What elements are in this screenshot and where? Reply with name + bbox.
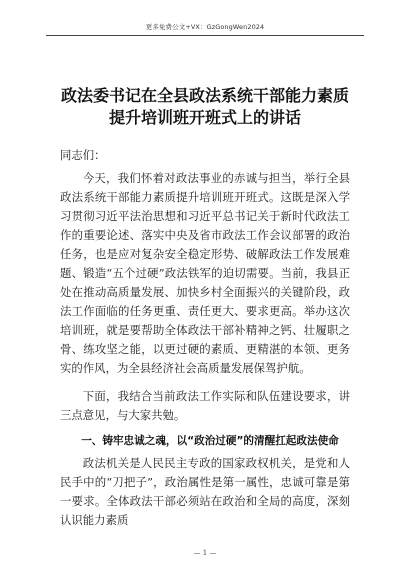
- paragraph-opening: 今天，我们怀着对政法事业的赤诚与担当，举行全县政法系统干部能力素质提升培训班开班式。这既是深入学习贯彻习近平法治思想和习近平总书记关于新时代政法工作的重要论述、落实中央及省市政法工作会议部署的政治任务，也是应对复杂安全稳定形势、破解政法工作发展难题、锻造“五个过硬”政法铁军的迫切需要。当前，我县正处在推动高质量发展、加快乡村全面振兴的关键阶段，政法工作面临的任务更重、责任更大、要求更高。举办这次培训班，就是要帮助全体政法干部补精神之钙、壮履职之骨、练攻坚之能，以更过硬的素质、更精湛的本领、更务实的作风，为全县经济社会高质量发展保驾护航。: [60, 171, 350, 375]
- document-title-line-1: 政法委书记在全县政法系统干部能力素质: [60, 86, 349, 105]
- document-title-line-2: 提升培训班开班式上的讲话: [108, 108, 301, 127]
- header-divider: [46, 35, 364, 36]
- page-number: — 1 —: [193, 549, 217, 557]
- paragraph-transition: 下面，我结合当前政法工作实际和队伍建设要求，讲三点意见，与大家共勉。: [60, 389, 350, 422]
- paragraph-section-1: 政法机关是人民民主专政的国家政权机关，是党和人民手中的“刀把子”，政治属性是第一属性，忠诚可靠是第一要求。全体政法干部必须站在政治和全局的高度，深刻认识能力素质: [60, 456, 350, 527]
- header-promo-note: 更多免费公文+VX：GzGongWen2024: [145, 23, 265, 31]
- salutation: 同志们：: [60, 148, 106, 162]
- section-heading-1: 一、铸牢忠诚之魂，以“政治过硬”的清醒扛起政法使命: [81, 435, 339, 447]
